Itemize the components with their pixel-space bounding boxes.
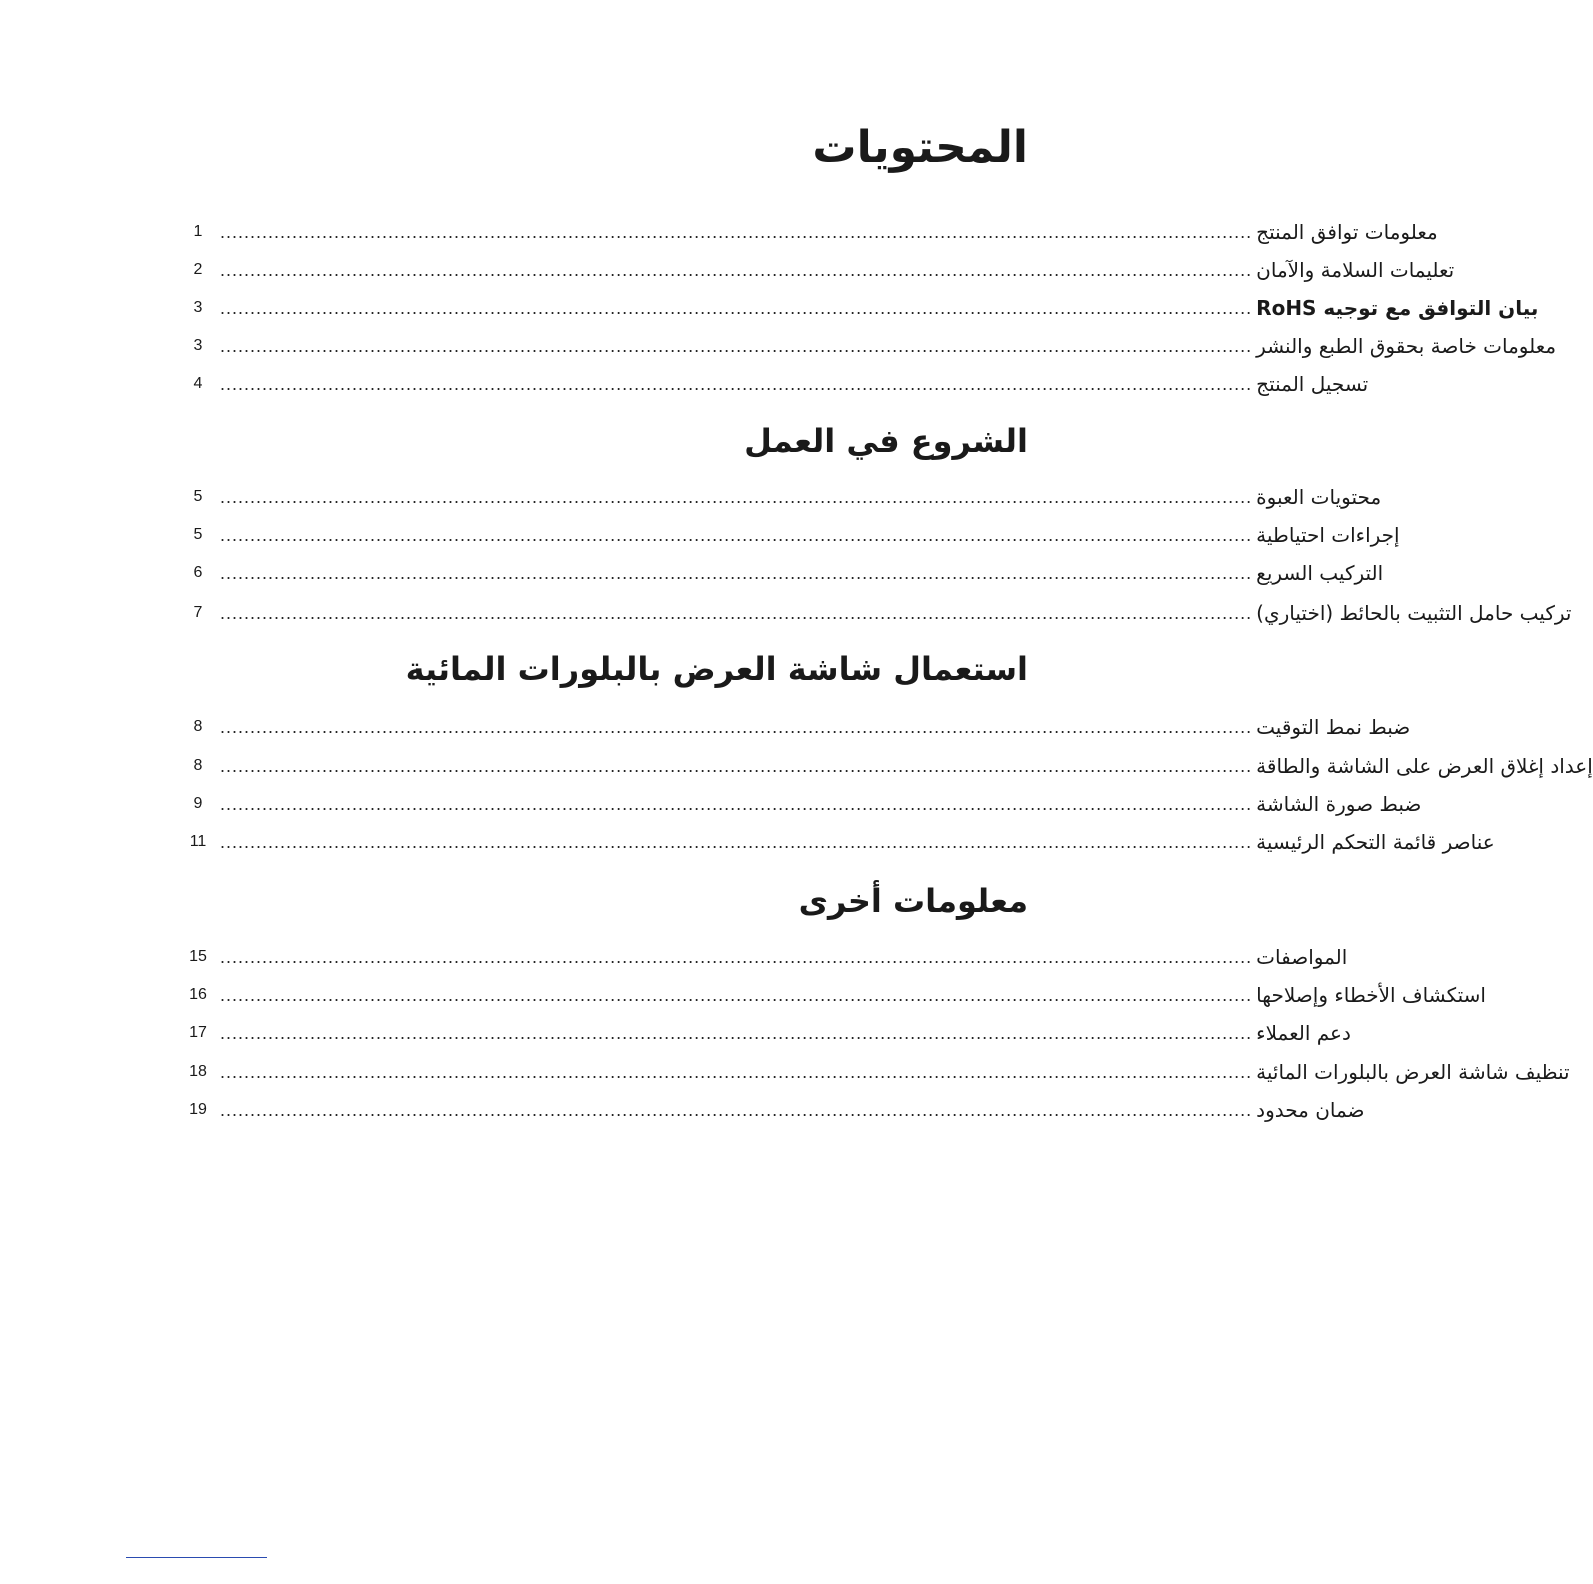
toc-entry-label: تنظيف شاشة العرض بالبلورات المائية bbox=[1256, 1060, 1570, 1084]
toc-page-number: 17 bbox=[189, 1024, 207, 1041]
toc-entry-label: التركيب السريع bbox=[1256, 561, 1384, 585]
toc-entry[interactable] bbox=[180, 369, 1369, 399]
toc-page-number: 19 bbox=[189, 1101, 207, 1118]
toc-leader-dots: ............................................................................................................................................................................ bbox=[220, 602, 1253, 623]
toc-leader-dots: ............................................................................................................................................................................ bbox=[220, 831, 1253, 852]
toc-entry-label: تركيب حامل التثبيت بالحائط (اختياري) bbox=[1256, 601, 1572, 625]
toc-entry[interactable] bbox=[180, 1095, 1365, 1125]
toc-leader-dots: ............................................................................................................................................................................ bbox=[220, 486, 1253, 507]
toc-entry[interactable] bbox=[180, 520, 1400, 550]
toc-page-number: 5 bbox=[193, 526, 203, 543]
toc-page-number: 6 bbox=[193, 564, 203, 581]
toc-page-number: 4 bbox=[193, 375, 203, 392]
toc-page-number: 1 bbox=[193, 223, 203, 240]
toc-entry[interactable] bbox=[180, 293, 1539, 323]
toc-entry-label: إجراءات احتياطية bbox=[1256, 523, 1400, 547]
toc-leader-dots: ............................................................................................................................................................................ bbox=[220, 1022, 1253, 1043]
section-heading: معلومات أخرى bbox=[798, 882, 1028, 920]
section-heading: استعمال شاشة العرض بالبلورات المائية bbox=[405, 650, 1028, 688]
toc-page-number: 16 bbox=[189, 986, 207, 1003]
toc-entry[interactable] bbox=[180, 1018, 1351, 1048]
toc-leader-dots: ............................................................................................................................................................................ bbox=[220, 716, 1253, 737]
toc-leader-dots: ............................................................................................................................................................................ bbox=[220, 335, 1253, 356]
toc-leader-dots: ............................................................................................................................................................................ bbox=[220, 221, 1253, 242]
footnote-divider bbox=[126, 1557, 267, 1558]
toc-entry[interactable] bbox=[180, 1057, 1570, 1087]
toc-entry-label: المواصفات bbox=[1256, 945, 1348, 969]
toc-entry[interactable] bbox=[180, 255, 1455, 285]
toc-entry-label: بيان التوافق مع توجيه RoHS bbox=[1256, 296, 1539, 320]
toc-entry-label: استكشاف الأخطاء وإصلاحها bbox=[1256, 983, 1486, 1007]
toc-page-number: 5 bbox=[193, 488, 203, 505]
toc-leader-dots: ............................................................................................................................................................................ bbox=[220, 562, 1253, 583]
toc-entry[interactable] bbox=[180, 942, 1348, 972]
toc-entry-label: معلومات خاصة بحقوق الطبع والنشر bbox=[1256, 334, 1557, 358]
toc-leader-dots: ............................................................................................................................................................................ bbox=[220, 946, 1253, 967]
toc-entry-label: دعم العملاء bbox=[1256, 1021, 1351, 1045]
toc-page-number: 2 bbox=[193, 261, 203, 278]
toc-page-number: 8 bbox=[193, 757, 203, 774]
toc-entry[interactable] bbox=[180, 980, 1486, 1010]
toc-leader-dots: ............................................................................................................................................................................ bbox=[220, 297, 1253, 318]
toc-entry[interactable] bbox=[180, 789, 1422, 819]
toc-leader-dots: ............................................................................................................................................................................ bbox=[220, 793, 1253, 814]
toc-leader-dots: ............................................................................................................................................................................ bbox=[220, 1061, 1253, 1082]
toc-page-number: 11 bbox=[189, 833, 207, 850]
toc-page-number: 8 bbox=[193, 718, 203, 735]
toc-entry-label: ضبط صورة الشاشة bbox=[1256, 792, 1422, 816]
section-heading: الشروع في العمل bbox=[744, 422, 1028, 460]
toc-page-number: 9 bbox=[193, 795, 203, 812]
toc-entry-label: محتويات العبوة bbox=[1256, 485, 1382, 509]
toc-page-number: 15 bbox=[189, 948, 207, 965]
toc-entry[interactable] bbox=[180, 827, 1495, 857]
toc-entry[interactable] bbox=[180, 482, 1382, 512]
toc-entry-label: ضمان محدود bbox=[1256, 1098, 1365, 1122]
toc-entry-label: تعليمات السلامة والآمان bbox=[1256, 258, 1455, 282]
toc-page-number: 3 bbox=[193, 299, 203, 316]
page-title: المحتويات bbox=[812, 122, 1028, 173]
toc-page-number: 7 bbox=[193, 604, 203, 621]
toc-entry[interactable] bbox=[180, 751, 1593, 781]
toc-page-number: 18 bbox=[189, 1063, 207, 1080]
toc-entry-label: تسجيل المنتج bbox=[1256, 372, 1369, 396]
toc-entry-label: إعداد إغلاق العرض على الشاشة والطاقة bbox=[1256, 754, 1593, 778]
toc-leader-dots: ............................................................................................................................................................................ bbox=[220, 259, 1253, 280]
toc-leader-dots: ............................................................................................................................................................................ bbox=[220, 524, 1253, 545]
toc-entry[interactable] bbox=[180, 558, 1384, 588]
toc-leader-dots: ............................................................................................................................................................................ bbox=[220, 984, 1253, 1005]
toc-entry-label: معلومات توافق المنتج bbox=[1256, 220, 1438, 244]
toc-leader-dots: ............................................................................................................................................................................ bbox=[220, 1099, 1253, 1120]
toc-leader-dots: ............................................................................................................................................................................ bbox=[220, 373, 1253, 394]
toc-entry[interactable] bbox=[180, 331, 1557, 361]
toc-page-number: 3 bbox=[193, 337, 203, 354]
toc-entry[interactable] bbox=[180, 217, 1438, 247]
toc-leader-dots: ............................................................................................................................................................................ bbox=[220, 755, 1253, 776]
toc-entry-label: عناصر قائمة التحكم الرئيسية bbox=[1256, 830, 1495, 854]
toc-entry[interactable] bbox=[180, 598, 1572, 628]
toc-entry[interactable] bbox=[180, 712, 1411, 742]
toc-entry-label: ضبط نمط التوقيت bbox=[1256, 715, 1411, 739]
